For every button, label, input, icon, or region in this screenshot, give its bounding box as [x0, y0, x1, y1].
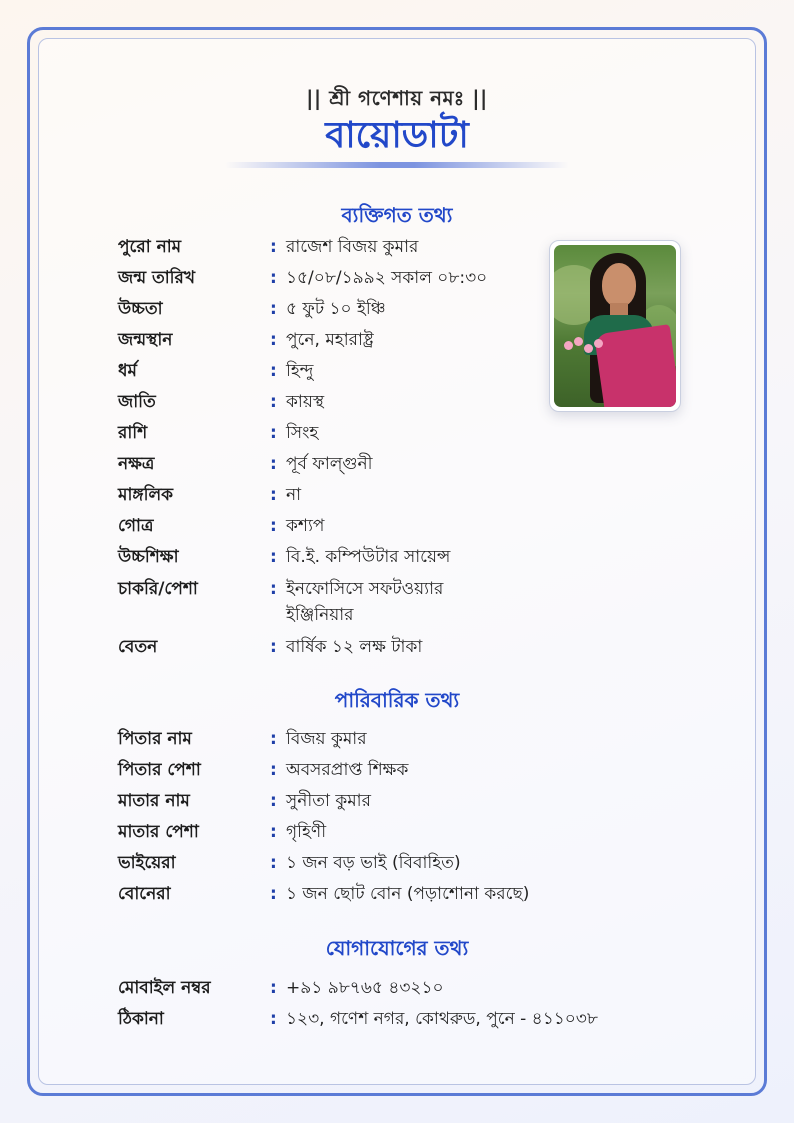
- family-info-heading: পারিবারিক তথ্য: [334, 688, 460, 712]
- row-label: ভাইয়েরা: [118, 853, 176, 873]
- row-separator: :: [270, 853, 277, 873]
- info-row: [118, 576, 496, 628]
- row-value: সুনীতা কুমার: [286, 791, 371, 811]
- row-value: বার্ষিক ১২ লক্ষ টাকা: [286, 637, 423, 657]
- info-row: [118, 1006, 706, 1032]
- row-separator: :: [270, 822, 277, 842]
- row-label: পিতার নাম: [118, 729, 192, 749]
- row-label: পুরো নাম: [118, 237, 182, 257]
- row-label: উচ্চশিক্ষা: [118, 547, 179, 567]
- row-label: চাকরি/পেশা: [118, 579, 198, 599]
- row-separator: :: [270, 884, 277, 904]
- row-separator: :: [270, 760, 277, 780]
- info-row: [118, 975, 686, 1001]
- row-value: ১৫/০৮/১৯৯২ সকাল ০৮:৩০: [286, 268, 488, 288]
- row-value: +৯১ ৯৮৭৬৫ ৪৩২১০: [286, 978, 444, 998]
- info-row: [118, 634, 531, 660]
- info-row: [118, 234, 531, 260]
- row-label: গোত্র: [118, 516, 154, 536]
- info-row: [118, 819, 531, 845]
- info-row: [118, 544, 531, 570]
- row-separator: :: [270, 423, 277, 443]
- info-row: [118, 265, 531, 291]
- row-separator: :: [270, 637, 277, 657]
- row-separator: :: [270, 330, 277, 350]
- row-separator: :: [270, 579, 277, 599]
- row-label: মোবাইল নম্বর: [118, 978, 211, 998]
- row-value: গৃহিণী: [286, 822, 327, 842]
- row-label: মাতার নাম: [118, 791, 190, 811]
- row-label: জন্ম তারিখ: [118, 268, 196, 288]
- row-value: কায়স্থ: [286, 392, 325, 412]
- row-separator: :: [270, 516, 277, 536]
- contact-info-heading: যোগাযোগের তথ্য: [325, 936, 469, 960]
- row-value: ১ জন ছোট বোন (পড়াশোনা করছে): [286, 884, 530, 904]
- info-row: [118, 482, 531, 508]
- row-separator: :: [270, 454, 277, 474]
- row-label: ঠিকানা: [118, 1009, 164, 1029]
- row-label: মাঙ্গলিক: [118, 485, 174, 505]
- row-value: বিজয় কুমার: [286, 729, 367, 749]
- info-row: [118, 451, 531, 477]
- row-value: অবসরপ্রাপ্ত শিক্ষক: [286, 760, 409, 780]
- row-value: ইনফোসিসে সফটওয়্যার ইঞ্জিনিয়ার: [286, 579, 444, 625]
- personal-info-heading: ব্যক্তিগত তথ্য: [341, 203, 453, 227]
- row-label: নক্ষত্র: [118, 454, 155, 474]
- row-label: বোনেরা: [118, 884, 171, 904]
- row-label: পিতার পেশা: [118, 760, 201, 780]
- row-separator: :: [270, 1009, 277, 1029]
- row-separator: :: [270, 268, 277, 288]
- row-separator: :: [270, 485, 277, 505]
- row-value: ৫ ফুট ১০ ইঞ্চি: [286, 299, 386, 319]
- row-value: সিংহ: [286, 423, 319, 443]
- page-title: বায়োডাটা: [325, 115, 469, 156]
- row-value: পুনে, মহারাষ্ট্র: [286, 330, 374, 350]
- info-row: [118, 358, 531, 384]
- row-value: হিন্দু: [286, 361, 314, 381]
- info-row: [118, 420, 531, 446]
- profile-photo-frame: [549, 240, 681, 412]
- info-row: [118, 788, 531, 814]
- row-value: পূর্ব ফাল্গুনী: [286, 454, 373, 474]
- row-value: রাজেশ বিজয় কুমার: [286, 237, 419, 257]
- info-row: [118, 850, 686, 876]
- info-row: [118, 327, 531, 353]
- info-row: [118, 513, 531, 539]
- row-value: না: [286, 485, 302, 505]
- row-value: কশ্যপ: [286, 516, 325, 536]
- row-label: ধর্ম: [118, 361, 137, 381]
- row-value: ১২৩, গণেশ নগর, কোথরুড, পুনে - ৪১১০৩৮: [286, 1009, 598, 1029]
- title-underline: [225, 162, 569, 168]
- row-separator: :: [270, 361, 277, 381]
- invocation-text: || শ্রী গণেশায় নমঃ ||: [306, 86, 488, 110]
- row-separator: :: [270, 729, 277, 749]
- portrait-photo: [554, 245, 676, 407]
- info-row: [118, 757, 531, 783]
- info-row: [118, 726, 531, 752]
- row-separator: :: [270, 237, 277, 257]
- info-row: [118, 881, 686, 907]
- row-label: জাতি: [118, 392, 156, 412]
- row-separator: :: [270, 299, 277, 319]
- row-label: বেতন: [118, 637, 158, 657]
- row-separator: :: [270, 791, 277, 811]
- info-row: [118, 296, 531, 322]
- row-value: ১ জন বড় ভাই (বিবাহিত): [286, 853, 461, 873]
- info-row: [118, 389, 531, 415]
- row-label: রাশি: [118, 423, 148, 443]
- row-label: মাতার পেশা: [118, 822, 199, 842]
- row-value: বি.ই. কম্পিউটার সায়েন্স: [286, 547, 451, 567]
- row-separator: :: [270, 978, 277, 998]
- row-separator: :: [270, 392, 277, 412]
- row-label: উচ্চতা: [118, 299, 163, 319]
- row-separator: :: [270, 547, 277, 567]
- row-label: জন্মস্থান: [118, 330, 173, 350]
